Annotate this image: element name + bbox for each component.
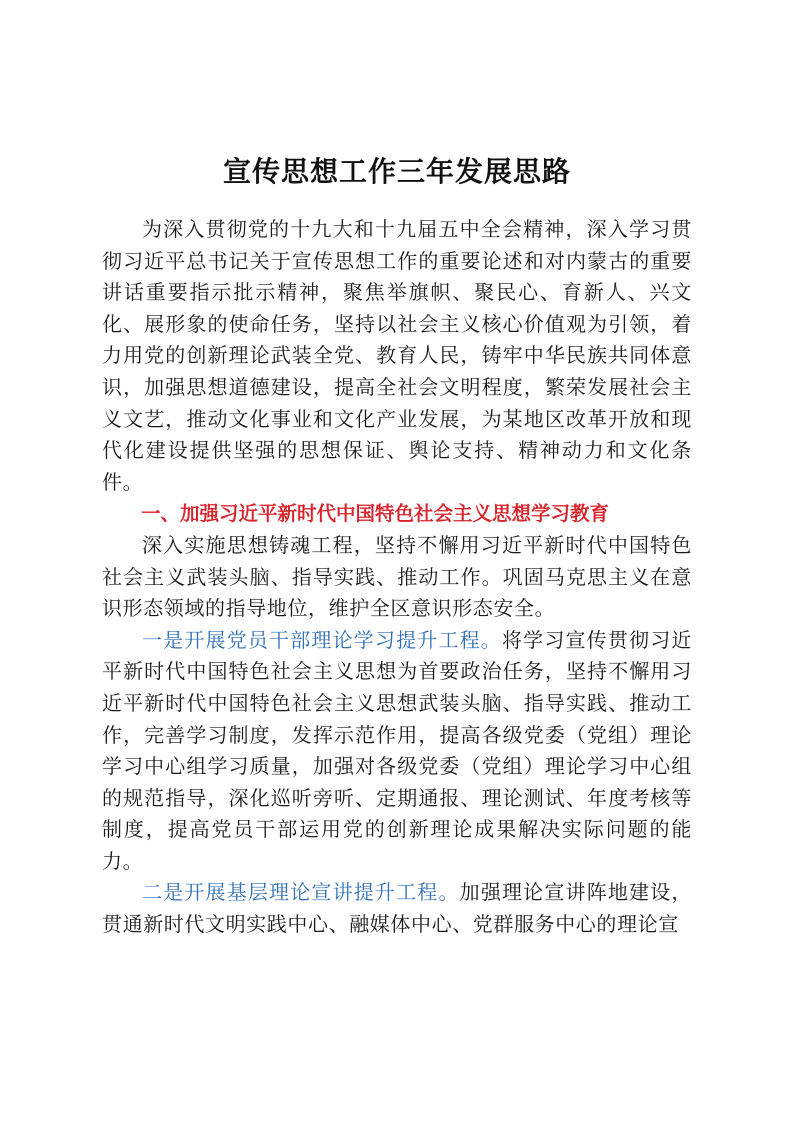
item-2-lead: 二是开展基层理论宣讲提升工程。	[142, 880, 460, 905]
item-2-text: 加强理论宣讲阵地建设，贯通新时代文明实践中心、融媒体中心、党群服务中心的理论宣	[102, 880, 692, 937]
section-1-paragraph: 深入实施思想铸魂工程，坚持不懈用习近平新时代中国特色社会主义武装头脑、指导实践、推动工作。巩固马克思主义在意识形态领域的指导地位，维护全区意识形态安全。	[102, 532, 692, 621]
item-1-text: 将学习宣传贯彻习近平新时代中国特色社会主义思想为首要政治任务，坚持不懈用习近平新时代中国特色社会主义思想武装头脑、指导实践、推动工作，完善学习制度，发挥示范作用，提高各级党委（党组）理论学习中心组学习质量，加强对各级党委（党组）理论学习中心组的规范指导，深化巡听旁听、定期通报、理论测试、年度考核等制度，提高党员干部运用党的创新理论成果解决实际问题的能力。	[102, 627, 693, 873]
document-title: 宣传思想工作三年发展思路	[222, 155, 571, 188]
item-2-paragraph	[102, 877, 692, 940]
item-1-lead: 一是开展党员干部理论学习提升工程。	[142, 627, 502, 652]
section-1-heading: 一、加强习近平新时代中国特色社会主义思想学习教育	[141, 502, 610, 526]
document-page	[102, 150, 692, 941]
item-1-paragraph	[102, 625, 692, 878]
intro-paragraph: 为深入贯彻党的十九大和十九届五中全会精神，深入学习贯彻习近平总书记关于宣传思想工作的重要论述和对内蒙古的重要讲话重要指示批示精神，聚焦举旗帜、聚民心、育新人、兴文化、展形象的使命任务，坚持以社会主义核心价值观为引领，着力用党的创新理论武装全党、教育人民，铸牢中华民族共同体意识，加强思想道德建设，提高全社会文明程度，繁荣发展社会主义文艺，推动文化事业和文化产业发展，为某地区改革开放和现代化建设提供坚强的思想保证、舆论支持、精神动力和文化条件。	[102, 217, 692, 494]
